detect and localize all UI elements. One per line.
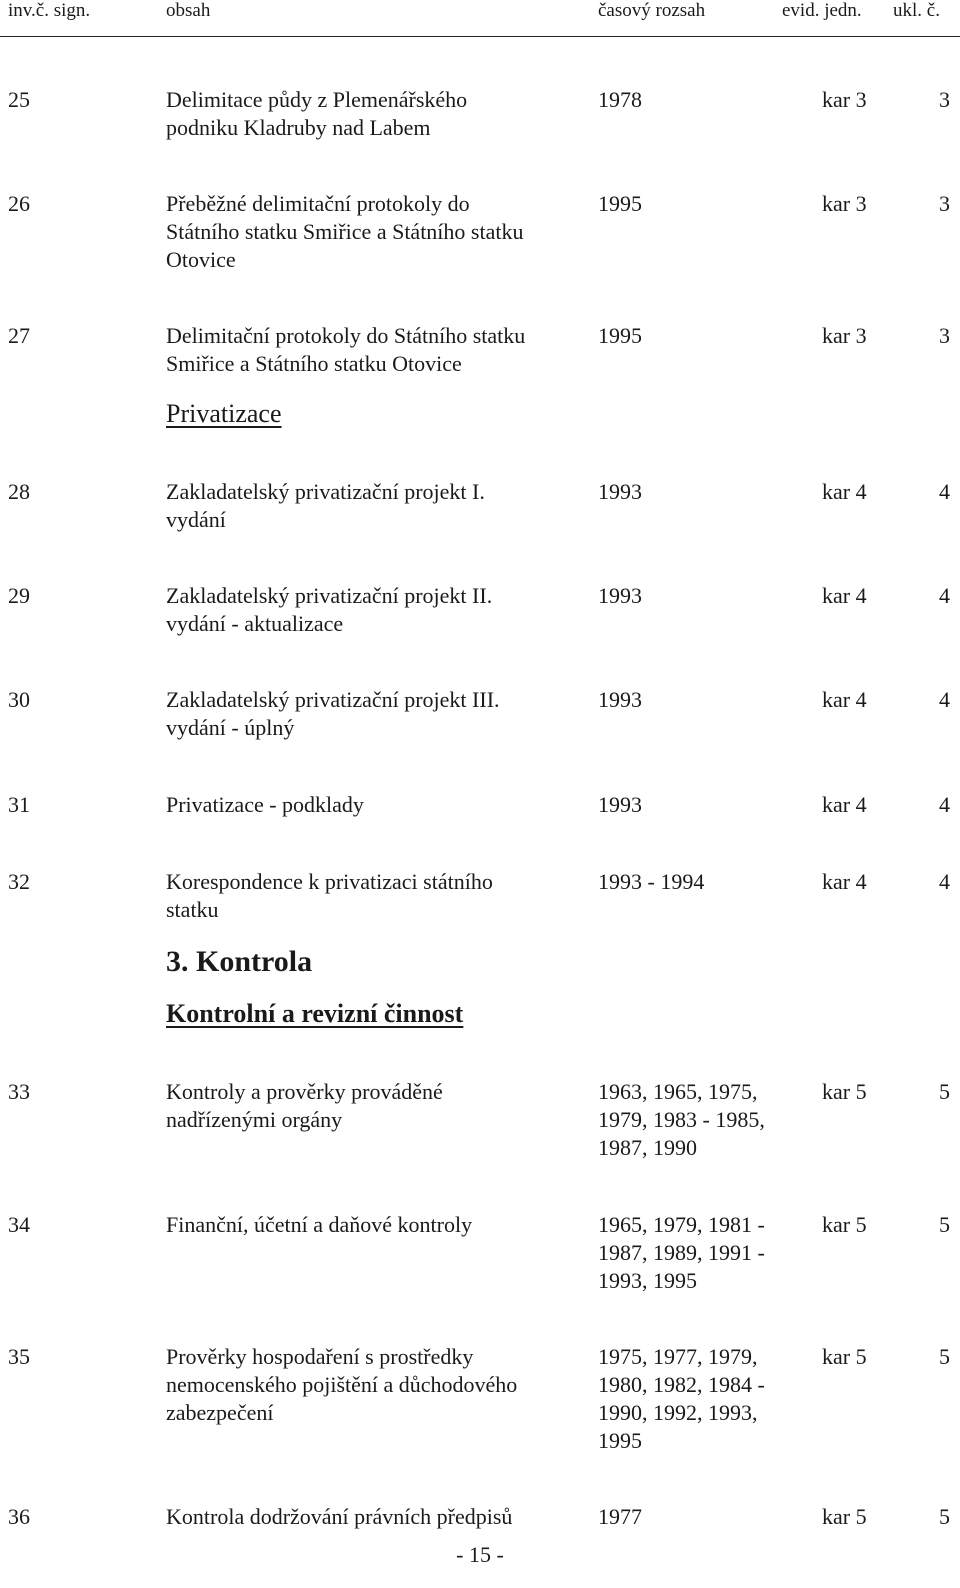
- row-evid-unit: kar 4: [822, 583, 867, 608]
- row-time-range: [598, 1503, 642, 1531]
- row-time-range: [598, 686, 642, 714]
- row-time-range-line: 1993, 1995: [598, 1268, 697, 1293]
- row-time-range: [598, 478, 642, 506]
- row-content: [166, 868, 591, 924]
- row-content-line: statku: [166, 897, 219, 922]
- header-col-content: obsah: [166, 0, 211, 21]
- table-header: [0, 0, 960, 37]
- row-evid-unit: kar 4: [822, 792, 867, 817]
- row-content: [166, 791, 591, 819]
- row-time-range: [598, 322, 642, 350]
- row-evid-unit: kar 5: [822, 1212, 867, 1237]
- header-col-range: časový rozsah: [598, 0, 706, 21]
- row-time-range-line: 1977: [598, 1504, 642, 1529]
- row-content-line: Korespondence k privatizaci státního: [166, 869, 493, 894]
- row-time-range-line: 1990, 1992, 1993,: [598, 1400, 758, 1425]
- row-content-line: Kontroly a prověrky prováděné: [166, 1079, 443, 1104]
- row-time-range: [598, 791, 642, 819]
- row-storage-number: 4: [939, 687, 950, 712]
- row-time-range-line: 1995: [598, 191, 642, 216]
- row-time-range-line: 1978: [598, 87, 642, 112]
- row-content: [166, 1211, 591, 1239]
- row-signature: 33: [8, 1079, 30, 1104]
- row-storage-number: 5: [939, 1344, 950, 1369]
- row-content: [166, 190, 591, 274]
- row-storage-number: 4: [939, 792, 950, 817]
- row-content-line: Privatizace - podklady: [166, 792, 364, 817]
- section-heading-kontrolni: Kontrolní a revizní činnost: [166, 999, 464, 1028]
- row-time-range-line: 1987, 1989, 1991 -: [598, 1240, 765, 1265]
- row-storage-number: 3: [939, 87, 950, 112]
- header-col-ukl: ukl. č.: [893, 0, 940, 21]
- row-storage-number: 4: [939, 479, 950, 504]
- row-time-range-line: 1993 - 1994: [598, 869, 705, 894]
- row-evid-unit: kar 4: [822, 869, 867, 894]
- row-content-line: Delimitace půdy z Plemenářského: [166, 87, 468, 112]
- row-evid-unit: kar 3: [822, 323, 867, 348]
- row-content-line: Státního statku Smiřice a Státního statku: [166, 219, 524, 244]
- row-time-range-line: 1995: [598, 323, 642, 348]
- page-number: - 15 -: [456, 1542, 504, 1567]
- row-time-range-line: 1993: [598, 792, 642, 817]
- row-signature: 32: [8, 869, 30, 894]
- row-content-line: zabezpečení: [166, 1400, 274, 1425]
- row-content: [166, 582, 591, 638]
- row-time-range-line: 1965, 1979, 1981 -: [598, 1212, 765, 1237]
- row-signature: 34: [8, 1212, 30, 1237]
- row-evid-unit: kar 5: [822, 1344, 867, 1369]
- row-content: [166, 478, 591, 534]
- row-signature: 25: [8, 87, 30, 112]
- row-content-line: Přeběžné delimitační protokoly do: [166, 191, 470, 216]
- row-signature: 29: [8, 583, 30, 608]
- row-content-line: Otovice: [166, 247, 236, 272]
- row-content-line: nemocenského pojištění a důchodového: [166, 1372, 518, 1397]
- section-heading-kontrola: 3. Kontrola: [166, 945, 313, 978]
- row-signature: 27: [8, 323, 30, 348]
- row-content-line: Prověrky hospodaření s prostředky: [166, 1344, 474, 1369]
- header-col-sign: inv.č. sign.: [8, 0, 91, 21]
- row-content: [166, 686, 591, 742]
- row-signature: 35: [8, 1344, 30, 1369]
- row-content-line: Zakladatelský privatizační projekt III.: [166, 687, 500, 712]
- row-time-range: [598, 582, 642, 610]
- row-signature: 30: [8, 687, 30, 712]
- row-content-line: vydání: [166, 507, 226, 532]
- row-storage-number: 5: [939, 1504, 950, 1529]
- row-storage-number: 3: [939, 191, 950, 216]
- row-time-range-line: 1987, 1990: [598, 1135, 697, 1160]
- row-storage-number: 4: [939, 583, 950, 608]
- row-time-range-line: 1975, 1977, 1979,: [598, 1344, 758, 1369]
- row-time-range-line: 1980, 1982, 1984 -: [598, 1372, 765, 1397]
- row-time-range: [598, 86, 642, 114]
- row-evid-unit: kar 5: [822, 1504, 867, 1529]
- row-evid-unit: kar 4: [822, 687, 867, 712]
- row-storage-number: 3: [939, 323, 950, 348]
- row-time-range: [598, 190, 642, 218]
- row-time-range-line: 1995: [598, 1428, 642, 1453]
- row-content-line: Zakladatelský privatizační projekt II.: [166, 583, 493, 608]
- row-content-line: Finanční, účetní a daňové kontroly: [166, 1212, 473, 1237]
- row-content: [166, 1503, 591, 1531]
- row-evid-unit: kar 5: [822, 1079, 867, 1104]
- row-time-range: [598, 1078, 765, 1162]
- row-content-line: podniku Kladruby nad Labem: [166, 115, 431, 140]
- row-time-range-line: 1993: [598, 687, 642, 712]
- row-content: [166, 86, 591, 142]
- row-content-line: Kontrola dodržování právních předpisů: [166, 1504, 513, 1529]
- row-content-line: vydání - úplný: [166, 715, 295, 740]
- row-signature: 28: [8, 479, 30, 504]
- row-content: [166, 322, 591, 378]
- row-signature: 31: [8, 792, 30, 817]
- row-content: [166, 1078, 591, 1134]
- row-content: [166, 1343, 591, 1427]
- row-storage-number: 4: [939, 869, 950, 894]
- row-time-range: [598, 1343, 765, 1455]
- row-content-line: vydání - aktualizace: [166, 611, 344, 636]
- row-storage-number: 5: [939, 1212, 950, 1237]
- row-time-range: [598, 868, 704, 896]
- row-time-range-line: 1979, 1983 - 1985,: [598, 1107, 765, 1132]
- row-time-range-line: 1993: [598, 479, 642, 504]
- row-content-line: Smiřice a Státního statku Otovice: [166, 351, 462, 376]
- row-signature: 36: [8, 1504, 30, 1529]
- row-content-line: nadřízenými orgány: [166, 1107, 343, 1132]
- row-time-range-line: 1963, 1965, 1975,: [598, 1079, 758, 1104]
- row-signature: 26: [8, 191, 30, 216]
- row-storage-number: 5: [939, 1079, 950, 1104]
- section-heading-privatizace: Privatizace: [166, 399, 282, 428]
- row-evid-unit: kar 3: [822, 87, 867, 112]
- header-col-unit: evid. jedn.: [782, 0, 862, 21]
- row-content-line: Zakladatelský privatizační projekt I.: [166, 479, 485, 504]
- row-time-range-line: 1993: [598, 583, 642, 608]
- row-content-line: Delimitační protokoly do Státního statku: [166, 323, 526, 348]
- row-evid-unit: kar 3: [822, 191, 867, 216]
- row-evid-unit: kar 4: [822, 479, 867, 504]
- row-time-range: [598, 1211, 765, 1295]
